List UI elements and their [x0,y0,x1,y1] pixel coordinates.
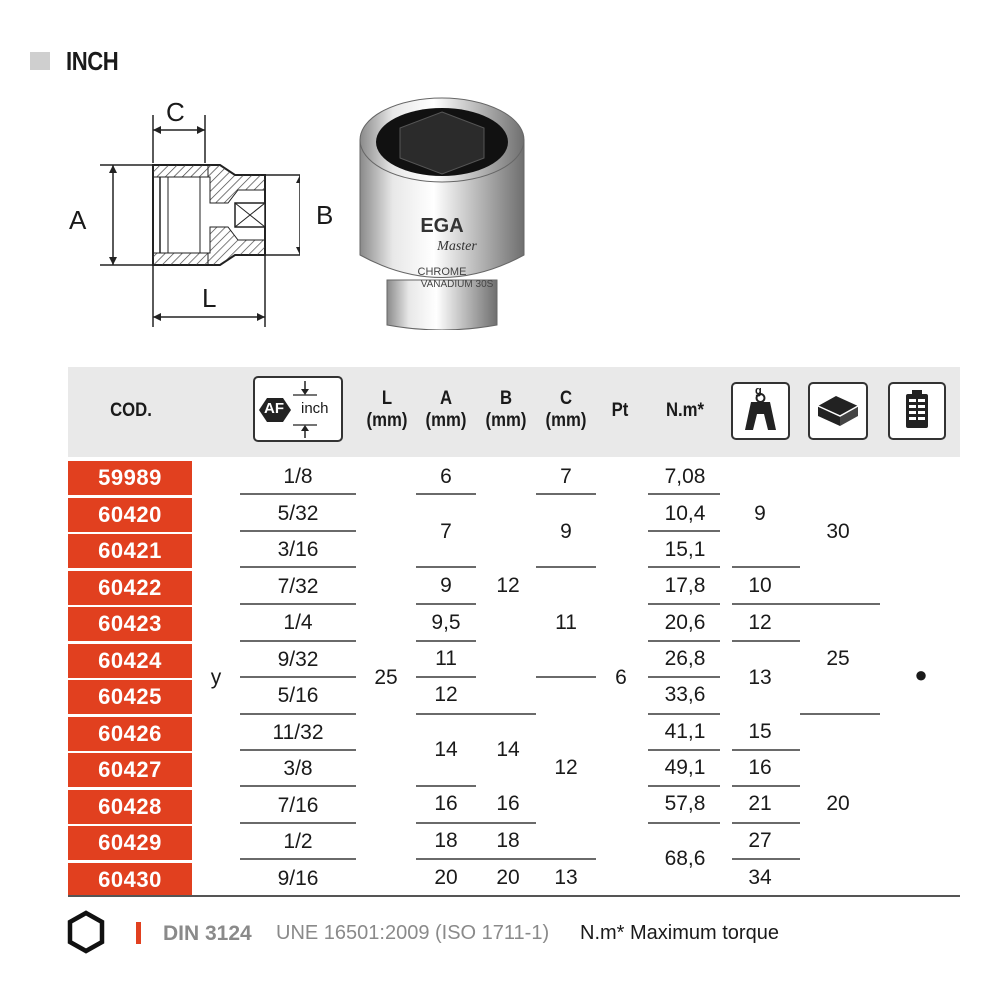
section-title: INCH [66,46,119,76]
table-rule [416,603,476,605]
header-nm: N.m* [665,400,705,421]
table-rule [416,713,536,715]
af-size: 9/32 [277,647,319,671]
torque-value: 7,08 [664,465,706,488]
c-value: 9 [560,520,572,543]
box-qty-value: 30 [826,520,850,543]
a-value: 11 [435,647,457,670]
header-pt: Pt [611,400,629,421]
af-size: 5/16 [277,684,319,707]
dimension-label-l: L [202,283,217,313]
table-rule [416,676,476,678]
box-qty-value: 25 [826,647,850,670]
table-rule [416,785,476,787]
box-icon [808,382,868,440]
pt-value: 6 [615,666,627,689]
table-rule [416,858,536,860]
weight-value: 34 [748,866,772,889]
table-rule [732,566,800,568]
a-value: 9,5 [431,611,461,634]
table-rule [648,713,720,715]
table-rule [648,640,720,642]
footer-divider [68,895,960,897]
table-rule [476,822,536,824]
af-size: 1/2 [283,830,313,853]
weight-value: 15 [748,720,772,743]
weight-value: 27 [748,829,772,852]
table-rule [536,858,596,860]
socket-dimension-diagram [60,95,300,335]
header-a: A (mm) [425,388,467,431]
af-size: 7/32 [277,574,319,598]
socket-photo [352,90,532,330]
section-marker [30,52,50,70]
table-rule [416,493,476,495]
af-size: 3/8 [283,757,313,780]
dimension-label-a: A [69,205,87,235]
c-value: 12 [554,756,578,779]
c-value: 13 [554,866,578,889]
af-size: 7/16 [277,793,319,817]
torque-value: 33,6 [664,683,706,706]
footer-din: DIN 3124 [163,922,252,945]
table-rule [240,858,356,860]
weight-value: 12 [748,611,772,634]
c-value: 11 [555,611,577,634]
table-rule [536,566,596,568]
b-value: 12 [496,574,520,597]
table-rule [732,858,800,860]
af-size: 9/16 [277,866,319,890]
photo-brand: EGA [420,215,464,237]
product-code: 60421 [68,534,192,568]
header-code: COD. [110,400,152,421]
a-value: 6 [440,465,452,488]
b-value: 14 [496,738,520,761]
table-rule [648,530,720,532]
table-rule [732,640,800,642]
table-rule [648,603,720,605]
product-code: 60423 [68,607,192,641]
product-code: 60427 [68,753,192,787]
table-rule [240,822,356,824]
product-code: 60422 [68,571,192,605]
table-rule [240,640,356,642]
product-code: 60424 [68,644,192,678]
table-rule [536,493,596,495]
torque-value: 10,4 [664,502,706,525]
table-rule [800,713,880,715]
table-rule [240,493,356,495]
af-inch-header-icon [253,376,343,442]
weight-value: 16 [748,756,772,779]
photo-brand-script: Master [437,239,477,254]
weight-icon: g [731,382,790,440]
l-value: 25 [374,666,398,689]
c-value: 7 [560,465,572,488]
torque-value: 26,8 [664,647,706,670]
torque-value: 49,1 [664,756,706,779]
table-rule [240,530,356,532]
weight-value: 13 [748,666,772,689]
weight-value: 21 [748,792,772,815]
packaging-dot: ● [914,662,928,687]
photo-engraving-1: CHROME [417,266,467,278]
weight-value: 10 [748,574,772,597]
table-rule [240,749,356,751]
table-rule [536,676,596,678]
table-rule [732,749,800,751]
a-value: 12 [434,683,458,706]
b-value: 20 [496,866,520,889]
table-rule [648,785,720,787]
af-size: 1/8 [283,465,313,488]
hexagon-icon [66,910,106,954]
footer-note: N.m* Maximum torque [580,922,779,944]
af-unit: inch [301,400,329,417]
product-code: 60428 [68,790,192,824]
a-value: 9 [440,574,452,597]
table-rule [240,603,356,605]
product-code: 60426 [68,717,192,751]
photo-engraving-2: VANADIUM 30S [420,279,494,290]
dimension-label-b: B [316,200,334,230]
y-mark: y [210,666,222,689]
torque-value: 20,6 [664,611,706,634]
table-rule [800,603,880,605]
footer-red-mark [136,922,141,944]
af-size: 3/16 [277,538,319,561]
a-value: 7 [440,520,452,543]
dimension-label-c: C [166,97,185,127]
table-rule [648,676,720,678]
a-value: 14 [434,738,458,761]
torque-value: 15,1 [664,538,706,561]
table-rule [240,785,356,787]
table-rule [732,785,800,787]
product-code: 59989 [68,461,192,495]
torque-value: 68,6 [664,847,706,870]
a-value: 16 [434,792,458,815]
af-badge: AF [264,400,284,417]
box-qty-value: 20 [826,792,850,815]
table-rule [648,566,720,568]
product-code: 60420 [68,498,192,532]
product-code: 60430 [68,863,192,897]
b-value: 16 [496,792,520,815]
table-rule [732,822,800,824]
af-size: 1/4 [283,611,313,634]
af-size: 11/32 [272,720,324,744]
b-value: 18 [496,829,520,852]
table-rule [648,822,720,824]
a-value: 20 [434,866,458,889]
a-value: 18 [434,829,458,852]
torque-value: 17,8 [664,574,706,597]
table-rule [416,566,476,568]
table-rule [648,749,720,751]
af-size: 5/32 [277,501,319,525]
table-rule [240,566,356,568]
torque-value: 57,8 [664,792,706,815]
weight-value: 9 [754,502,766,525]
header-c: C (mm) [545,388,587,431]
table-rule [240,713,356,715]
footer-standard: UNE 16501:2009 (ISO 1711-1) [276,922,550,944]
table-rule [648,493,720,495]
table-rule [240,676,356,678]
header-l: L (mm) [366,388,408,431]
header-b: B (mm) [485,388,527,431]
product-code: 60429 [68,826,192,860]
table-rule [416,640,476,642]
packaging-icon [888,382,946,440]
table-rule [732,603,800,605]
product-code: 60425 [68,680,192,714]
torque-value: 41,1 [664,720,706,743]
